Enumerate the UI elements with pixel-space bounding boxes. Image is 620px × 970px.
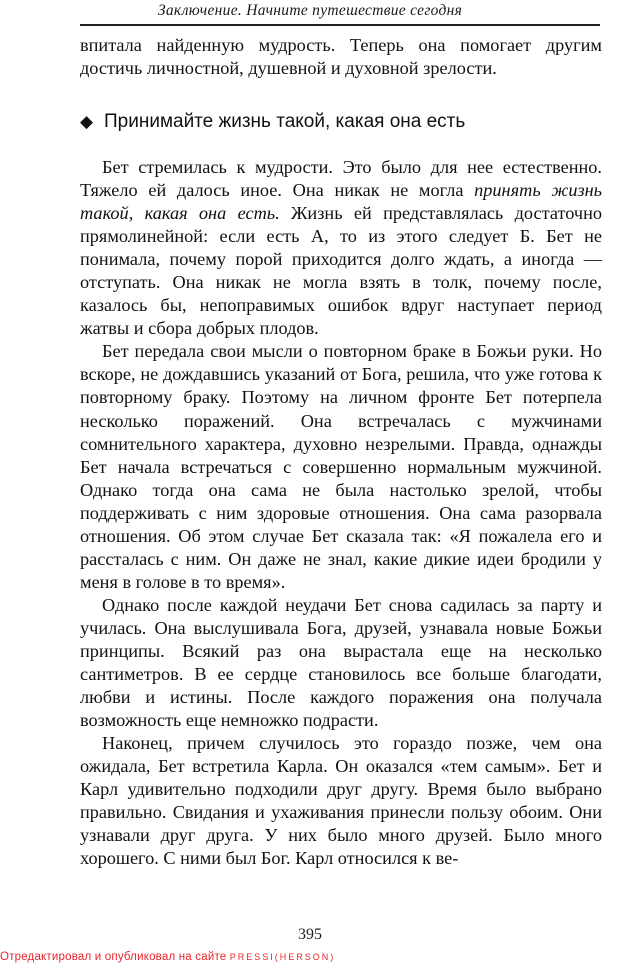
- intro-paragraph: впитала найденную мудрость. Теперь она помогает другим достичь личностной, душевной и духовной зрелости.: [80, 35, 602, 79]
- paragraph-1: [80, 156, 602, 340]
- running-title: Заключение. Начните путешествие сегодня: [157, 2, 463, 19]
- paragraph-1-start: Бет стремилась к мудрости. Это было для нее естественно. Тяжело ей далось иное. Она никак не могла: [80, 157, 602, 201]
- diamond-bullet-icon: ◆: [80, 112, 94, 131]
- footer-credit: [0, 951, 620, 963]
- paragraph-1-emphasis: принять жизнь такой, какая она есть.: [80, 180, 602, 224]
- section-heading: [80, 109, 602, 135]
- paragraph-2: Бет передала свои мысли о повторном браке в Божьи руки. Но вскоре, не дождавшись указаний от Бога, решила, что уже готова к повторному браку. Поэтому на личном фронте Бет потерпела несколько поражений. Она встречалась с мужчинами сомнительного характера, духовно незрелыми. Правда, однажды Бет начала встречаться с совершенно нормальным мужчиной. Однако тогда она сама не была настолько зрелой, чтобы поддерживать с ним здоровые отношения. Она сама разорвала отношения. Об этом случае Бет сказала так: «Я пожалела его и рассталась с ним. Он даже не знал, какие дикие идеи бродили у меня в голове в то время».: [80, 341, 602, 592]
- intro-text-block: [80, 34, 602, 80]
- page-number: 395: [298, 926, 322, 943]
- paragraph-3: Однако после каждой неудачи Бет снова садилась за парту и училась. Она выслушивала Бога, друзей, узнавала новые Божьи принципы. Всякий раз она вырастала еще на несколько сантиметров. В ее сердце становилось все больше благодати, любви и истины. После каждого поражения она получала возможность еще немножко подрасти.: [80, 594, 602, 731]
- paragraph-4: Наконец, причем случилось это гораздо позже, чем она ожидала, Бет встретила Карла. Он оказался «тем самым». Бет и Карл удивительно подходили друг другу. Время было выбрано правильно. Свидания и ухаживания принесли пользу обоим. Они узнавали друг друга. У них было много друзей. Было много хорошего. С ними был Бог. Карл относился к ве-: [80, 733, 602, 869]
- paragraph-1-end: Жизнь ей представлялась достаточно прямолинейной: если есть А, то из этого следует Б. Бет не понимала, почему порой приходится долго ждать, а иногда — отступать. Она никак не могла взять в толк, почему после, казалось бы, непоправимых ошибок вдруг наступает период жатвы и сбора добрых плодов.: [80, 203, 603, 339]
- header-rule: [80, 24, 600, 26]
- credit-site-link[interactable]: PRESSI(HERSON): [229, 952, 336, 962]
- credit-text: Отредактировал и опубликовал на сайте: [0, 951, 227, 963]
- section-title: Принимайте жизнь такой, какая она есть: [104, 111, 466, 132]
- article-body: [80, 156, 602, 870]
